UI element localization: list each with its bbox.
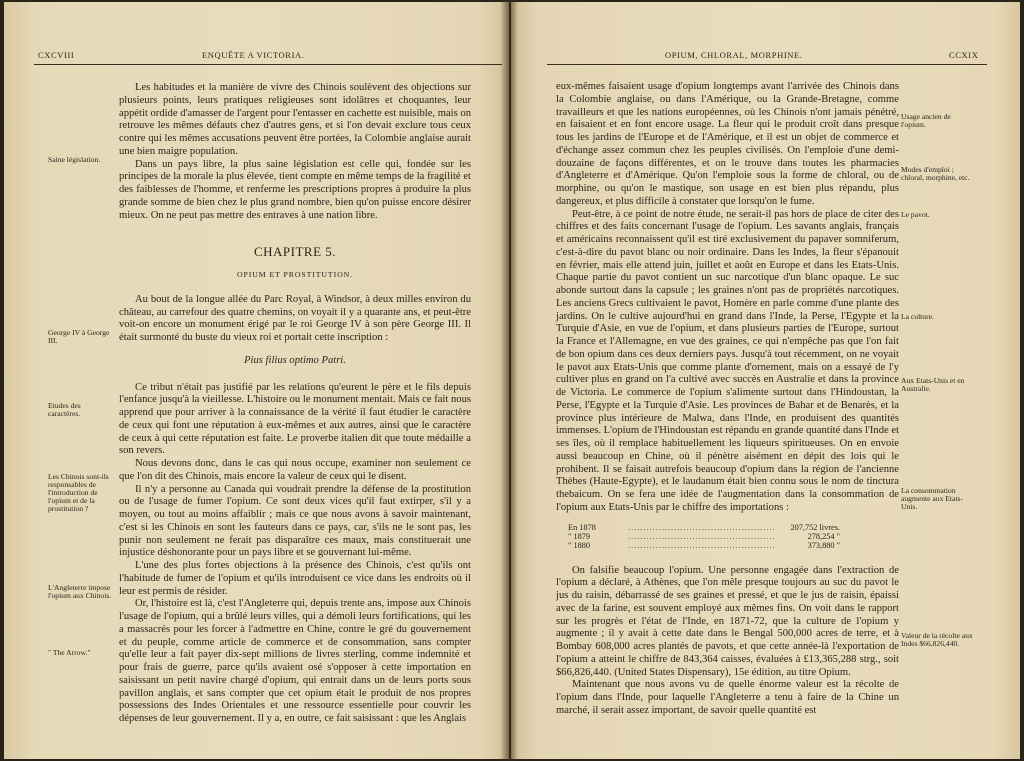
margin-note-consommation: La consommation augmente aux Etats-Unis. [901, 486, 963, 511]
table-year: En 1878 [568, 522, 596, 532]
left-folio: CXCVIII [38, 50, 75, 60]
table-leaders: ................................................ [628, 522, 776, 532]
table-row [568, 523, 899, 532]
chapter-subtitle: OPIUM ET PROSTITUTION. [236, 270, 354, 279]
paragraph: Peut-être, à ce point de notre étude, ne serait-il pas hors de place de citer des chiffres et des faits concernant l'usage de l'opium. Les savants anglais, français et américains reconnaissent qu'il est tiré exclusivement du papaver somniferum, c'est-à-dire du pavot blanc ou noir ordinaire. Dans les Indes, la fleur s'épanouit en février, mais elle attend juin, juillet et août en Europe et dans les Etats-Unis. Chaque partie du pavot contient un suc narcotique d'un blanc opaque. Le suc abonde surtout dans la capsule ; les graines n'ont pas de propriétés narcotiques. Les anciens Grecs cultivaient le pavot, Homère en parle comme d'une plante des jardins. On le cultive aujourd'hui en grand dans l'Inde, la Perse, l'Egypte et la Turquie d'Asie, en vue de l'opium, et dans plusieurs parties de l'Europe, surtout la France et l'Allemagne, en vue des graines, ce qui n'empêche pas que l'on fait de bon opium dans ces deux derniers pays. Jusqu'à tout récemment, on ne voyait le pavot aux Etats-Unis que comme plante d'ornement, mais on a essayé de l'y cultiver plus en grand on l'a cultivé avec succès en Australie et dans la province de Victoria. Le commerce de l'opium s'alimente surtout dans l'Hindoustan, la Perse, l'Egypte et la Turquie d'Asie. Les provinces de Bahar et de Benarès, et la province plus intérieure de Malwa, dans l'Inde, en produisent des quantités immenses. L'opium de l'Hindoustan est répandu en grande quantité dans l'Inde et ses îles, où il remplace habituellement les liqueurs spiritueuses. On en envoie aussi beaucoup en Chine, où il pénètre aisément en dépit des lois qui le prohibent. Il se faisait autrefois beaucoup d'opium dans la région de l'ancienne Thèbes (Haute-Egypte), et le laudanum était bien connu sous le nom de tinctura thebaicum. On se fera une idée de l'augmentation dans la consommation de l'opium aux Etats-Unis par le chiffre des importations : [556, 208, 899, 513]
book-gutter-shadow [500, 0, 518, 761]
table-year: " 1880 [568, 541, 591, 551]
right-header-rule [547, 64, 987, 65]
paragraph: L'une des plus fortes objections à la présence des Chinois, c'est qu'ils ont l'habitude de fumer de l'opium et qu'ils introduisent ce vice dans les endroits où il leur est permis de résider. [119, 560, 471, 597]
chapter-title: CHAPITRE 5. [253, 244, 337, 260]
margin-note-saine: Saine législation. [48, 155, 101, 164]
right-folio: CCXIX [949, 50, 979, 60]
margin-note-angleterre: L'Angleterre impose l'opium aux Chinois. [48, 583, 112, 600]
left-page [4, 2, 509, 759]
paragraph: Ce tribut n'était pas justifié par les relations qu'eurent le père et le fils depuis l'enfance jusqu'à la vieillesse. L'histoire ou le monument mentait. Mais ce fait nous apprend que pour arriver à la connaissance de la vérité il faut étudier le caractère de ceux qui font une réputation à eux-mêmes et aux autres, ainsi que le caractère de ceux à qui cette réputation est faite. Le proverbe italien dit que toute médaille a son revers. [119, 381, 471, 457]
table-year: " 1879 [568, 531, 591, 541]
margin-note-modes: Modes d'emploi ; chloral, morphine, etc. [901, 165, 970, 182]
margin-note-arrow: " The Arrow." [48, 648, 91, 657]
paragraph: Dans un pays libre, la plus saine législation est celle qui, fondée sur les principes de la morale la plus élevée, tient compte en même temps de la fragilité et des faiblesses de l'homme, et renferme les prescriptions propres à produire la plus grande somme de bien chez le plus grand nombre, bien qu'on puisse encore désirer mieux. On ne peut pas mettre des entraves à une nation libre. [119, 158, 471, 221]
left-text-column [119, 82, 471, 726]
margin-note-aux: Aux Etats-Unis et en Australie. [901, 376, 965, 393]
left-running-head: ENQUÊTE A VICTORIA. [202, 50, 305, 60]
table-row [568, 532, 899, 541]
imports-table [568, 523, 899, 551]
right-text-column [556, 81, 899, 718]
paragraph: eux-mêmes faisaient usage d'opium longtemps avant l'arrivée des Chinois dans la Colombie anglaise, ou dans l'Amérique, ou la Grande-Bretagne, comme travailleurs et que les nations européennes, où les Chinois n'ont jamais pénétré, en faisaient et en font encore usage. La fleur qui le produit croît dans presque tous les jardins de l'Europe et de l'Amérique, et il est un objet de commerce et d'échange assez commun chez les peuples civilisés. On l'emploie d'une demi-douzaine de façons différentes, et on le trouve dans toutes les pharmacies d'Angleterre et d'Amérique. Qu'on l'emploie sous la forme de chloral, ou de morphine, ou qu'on le mastique, son usage en est bien plus répandu, plus dangereux, et plus difficile à constater que lorsqu'on le fume. [556, 81, 899, 207]
margin-note-pavot: Le pavot. [901, 210, 930, 219]
paragraph: Les habitudes et la manière de vivre des Chinois soulèvent des objections sur plusieurs points, leurs pratiques religieuses sont idolâtres et choquantes, leur appétit ordide d'amasser de l'argent pour l'entasser en cachette est nuisible, mais on retrouve les mêmes défauts chez d'autres gens, et si l'on devait exclure tous ceux contre qui les mêmes accusations peuvent être portées, la Colombie anglaise aurait une bien maigre population. [119, 82, 471, 157]
margin-note-usage: Usage ancien de l'opium. [901, 112, 951, 129]
margin-note-etudes: Etudes des caractères. [48, 401, 81, 418]
right-page [511, 2, 1020, 759]
table-leaders: ................................................ [628, 541, 776, 551]
table-value: 278,254 " [807, 531, 840, 541]
paragraph: On falsifie beaucoup l'opium. Une personne engagée dans l'extraction de l'opium a déclaré, à Athènes, que l'on mêle presque toujours au suc du pavot le jus du raisin, débarrassé de ses graines et pressé, et que le jus de raisin, épaissi avec de la farine, est souvent employé aux mêmes fins. On voit dans le rapport sur les progrès et l'état de l'Inde, en 1871-72, que la culture de l'opium y augmente ; il y avait à cette date dans le Bengal 500,000 acres de terre, et à Bombay 608,000 acres plantés de pavots, et que cette année-là l'exportation de l'opium a atteint le chiffre de 843,364 caisses, évaluées à £13,365,288 strg., soit $66,826,440. (United States Dispensary), 15e édition, au titre Opium. [556, 564, 899, 678]
paragraph: Nous devons donc, dans le cas qui nous occupe, examiner non seulement ce que l'on dit des Chinois, mais encore la valeur de ceux qui le disent. [119, 458, 471, 482]
left-header-rule [34, 64, 502, 65]
right-running-head: OPIUM, CHLORAL, MORPHINE. [665, 50, 803, 60]
inscription: Pius filius optimo Patri. [244, 354, 346, 366]
table-value: 373,880 " [807, 541, 840, 551]
margin-note-george: George IV à George III. [48, 328, 110, 345]
paragraph: Il n'y a personne au Canada qui voudrait prendre la défense de la prostitution ou de l'usage de fumer l'opium. Ce sont deux vices qu'il faut extirper, s'il y a moyen, ou tout au moins affaiblir ; mais ce que nous avons à savoir maintenant, c'est si les Chinois en sont les fauteurs dans ce pays, car, s'ils ne le sont pas, les punir non seulement ne ferait pas disparaître ces maux, mais constituerait une injustice déshonorante pour un pays libre et se gouvernant lui-même. [119, 483, 471, 559]
margin-note-valeur: Valeur de la récolte aux Indes $66,826,440. [901, 631, 973, 648]
margin-note-culture: La culture. [901, 312, 934, 321]
table-value: 207,752 livres. [790, 522, 840, 532]
margin-note-chinois: Les Chinois sont-ils responsables de l'introduction de l'opium et de la prostitution ? [48, 472, 109, 513]
table-row [568, 541, 899, 550]
paragraph: Or, l'histoire est là, c'est l'Angleterre qui, depuis trente ans, impose aux Chinois l'usage de l'opium, qui a brûlé leurs villes, qui a démoli leurs fortifications, qui les a massacrés pour les forcer à l'admettre en Chine, contre le gré du gouvernement et du peuple, comme article de commerce et de consommation, sans compter qu'elle leur a fait payer dix-sept millions de livres sterling, comme indemnité et pour frais de guerre, parce qu'ils avaient osé s'opposer à cette importation en saisissant un petit navire chargé d'opium, qui entrait dans un de leurs ports sous pavillon anglais, et sans compter que cet opium était le produit de nos propres possessions des Indes Orientales et une ressource essentielle pour couvrir les dépenses de leur gouvernement. Il y a, en outre, ce fait saisissant : que les Anglais [119, 598, 471, 724]
paragraph: Au bout de la longue allée du Parc Royal, à Windsor, à deux milles environ du château, au carrefour des quatre chemins, on voyait il y a quarante ans, et peut-être voit-on encore un monument érigé par le roi George IV à son père George III. Il était surmonté du buste du vieux roi et portait cette inscription : [119, 293, 471, 343]
paragraph: Maintenant que nous avons vu de quelle énorme valeur est la récolte de l'opium dans l'Inde, pour laquelle l'Angleterre a tenu à faire de la Chine un marché, il serait assez important, de savoir quelle quantité est [556, 679, 899, 716]
table-leaders: ................................................ [628, 531, 776, 541]
